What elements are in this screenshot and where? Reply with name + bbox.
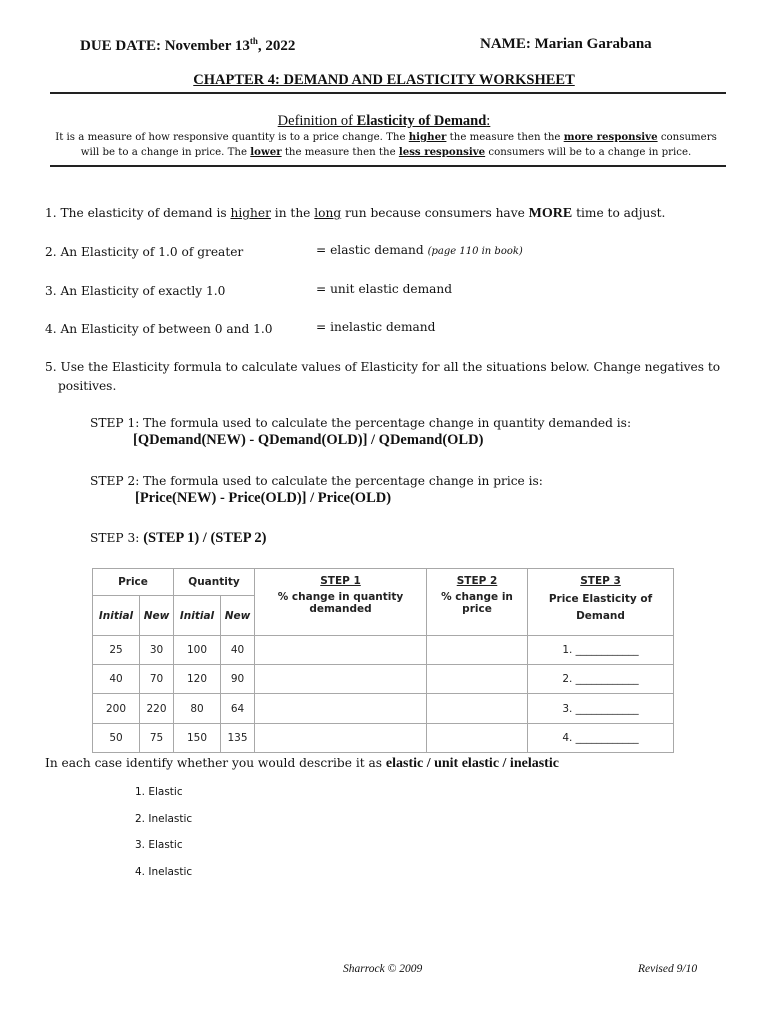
question-1: 1. The elasticity of demand is higher in the long run because consumers have MORE time to adjust. — [45, 206, 666, 221]
step2-cell[interactable] — [427, 636, 528, 665]
step2-cell[interactable] — [427, 724, 528, 753]
answer-blank[interactable]: 3. ____________ — [528, 694, 674, 724]
step1-cell[interactable] — [255, 694, 427, 724]
answer-blank[interactable]: 4. ____________ — [528, 724, 674, 753]
table-row: 40 70 120 90 2. ____________ — [93, 665, 674, 694]
step-3-formula: (STEP 1) / (STEP 2) — [143, 530, 267, 546]
question-5: 5. Use the Elasticity formula to calculate values of Elasticity for all the situations below. Change negatives to positives. — [45, 360, 721, 393]
definition-text: It is a measure of how responsive quantity is to a price change. The higher the measure then the more responsive consumers will be to a change in price. The lower the measure then the less responsive consumers will be to a change in price. — [55, 131, 717, 158]
step1-header: STEP 1 % change in quantity demanded — [255, 569, 427, 636]
definition-title: Definition of Elasticity of Demand: — [277, 113, 491, 129]
student-name: NAME: Marian Garabana — [480, 36, 652, 52]
step1-cell[interactable] — [255, 724, 427, 753]
answer-blank[interactable]: 1. ____________ — [528, 636, 674, 665]
question-3-label: 3. An Elasticity of exactly 1.0 — [45, 284, 226, 298]
quantity-initial-header: Initial — [174, 596, 221, 636]
table-row: 200 220 80 64 3. ____________ — [93, 694, 674, 724]
table-row: 25 30 100 40 1. ____________ — [93, 636, 674, 665]
step2-header: STEP 2 % change in price — [427, 569, 528, 636]
price-new-header: New — [140, 596, 174, 636]
worksheet-title: CHAPTER 4: DEMAND AND ELASTICITY WORKSHEET — [193, 72, 575, 88]
page-note: (page 110 in book) — [427, 246, 523, 257]
price-initial-header: Initial — [93, 596, 140, 636]
due-date: DUE DATE: November 13th, 2022 — [80, 36, 296, 54]
divider-top — [50, 92, 726, 94]
identify-instruction: In each case identify whether you would describe it as elastic / unit elastic / inelastic — [45, 756, 559, 771]
step3-header: STEP 3 Price Elasticity of Demand — [528, 569, 674, 636]
elasticity-table — [92, 568, 674, 753]
quantity-header: Quantity — [174, 569, 255, 596]
answer-item: 4. Inelastic — [135, 866, 193, 878]
question-4-label: 4. An Elasticity of between 0 and 1.0 — [45, 322, 273, 336]
price-header: Price — [93, 569, 174, 596]
answer-item: 3. Elastic — [135, 839, 183, 851]
step-1-formula: [QDemand(NEW) - QDemand(OLD)] / QDemand(OLD) — [133, 432, 484, 448]
answer-blank[interactable]: 2. ____________ — [528, 665, 674, 694]
step-2-formula: [Price(NEW) - Price(OLD)] / Price(OLD) — [135, 490, 392, 506]
step2-cell[interactable] — [427, 694, 528, 724]
footer-copyright: Sharrock © 2009 — [343, 963, 423, 975]
step-1: STEP 1: The formula used to calculate the percentage change in quantity demanded is: [QDemand(NEW) - QDemand(OLD)] / QDemand(OLD) — [90, 416, 632, 448]
question-2-label: 2. An Elasticity of 1.0 of greater — [45, 245, 244, 259]
step-3: STEP 3: (STEP 1) / (STEP 2) — [90, 530, 267, 546]
footer-revised: Revised 9/10 — [638, 963, 698, 975]
question-4-answer: = inelastic demand — [316, 320, 436, 334]
step1-cell[interactable] — [255, 665, 427, 694]
answer-item: 2. Inelastic — [135, 813, 193, 825]
divider-definition — [50, 165, 726, 167]
question-2-answer: = elastic demand (page 110 in book) — [316, 243, 523, 257]
step2-cell[interactable] — [427, 665, 528, 694]
table-row: 50 75 150 135 4. ____________ — [93, 724, 674, 753]
step-2: STEP 2: The formula used to calculate the percentage change in price is: [Price(NEW) - Price(OLD)] / Price(OLD) — [90, 474, 543, 506]
quantity-new-header: New — [221, 596, 255, 636]
answer-item: 1. Elastic — [135, 786, 183, 798]
step1-cell[interactable] — [255, 636, 427, 665]
question-3-answer: = unit elastic demand — [316, 282, 453, 296]
